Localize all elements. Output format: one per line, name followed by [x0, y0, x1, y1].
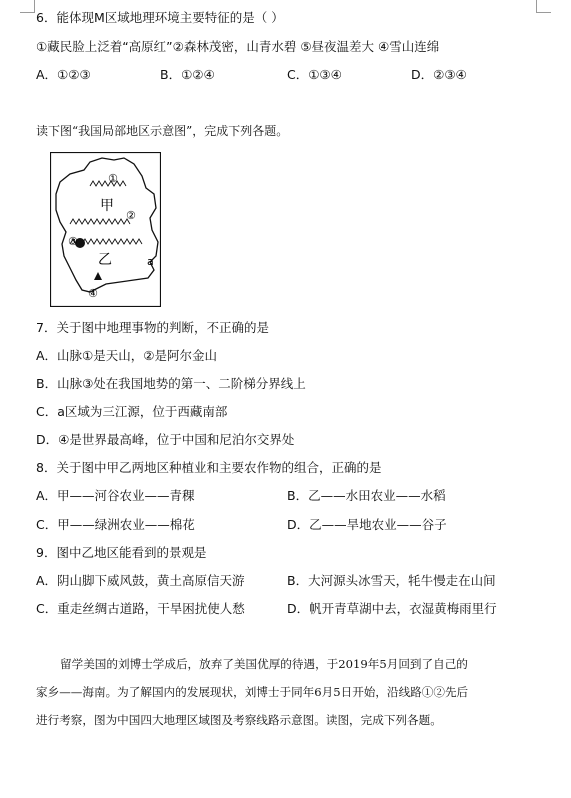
q9-option-a: A．阴山脚下威风鼓，黄土高原信天游: [36, 573, 245, 588]
q8-option-c: C．甲——绿洲农业——棉花: [36, 517, 195, 532]
page-corner-mark: [536, 0, 551, 13]
q8-option-a: A．甲——河谷农业——青稞: [36, 488, 195, 503]
q6-stem: 6．能体现M区域地理环境主要特征的是（ ）: [36, 10, 284, 25]
q6-option-c: C．①③④: [287, 67, 342, 82]
map-label-a: a: [147, 255, 154, 268]
q7-option-b: B．山脉③处在我国地势的第一、二阶梯分界线上: [36, 376, 306, 391]
q9-option-c: C．重走丝绸古道路，干旱困扰使人愁: [36, 601, 245, 616]
q8-stem: 8．关于图中甲乙两地区种植业和主要农作物的组合，正确的是: [36, 460, 382, 475]
q8-option-d: D．乙——旱地农业——谷子: [287, 517, 447, 532]
q6-option-d: D．②③④: [411, 67, 467, 82]
q6-option-b: B．①②④: [160, 67, 215, 82]
map-mark-1: ①: [108, 172, 118, 185]
q7-option-d: D．④是世界最高峰，位于中国和尼泊尔交界处: [36, 432, 295, 447]
map-label-jia: 甲: [100, 198, 114, 214]
q7-stem: 7．关于图中地理事物的判断，不正确的是: [36, 320, 269, 335]
q9-option-b: B．大河源头冰雪天，牦牛慢走在山间: [287, 573, 496, 588]
q6-items: ①藏民脸上泛着“高原红”②森林茂密，山青水碧 ⑤昼夜温差大 ④雪山连绵: [36, 39, 440, 54]
passage-line-3: 进行考察，图为中国四大地理区域图及考察线路示意图。读图，完成下列各题。: [36, 713, 442, 727]
page-corner-mark: [20, 0, 35, 13]
passage-line-2: 家乡——海南。为了解国内的发展现状，刘博士于同年6月5日开始，沿线路①②先后: [36, 685, 469, 699]
q8-option-b: B．乙——水田农业——水稻: [287, 488, 446, 503]
q7-option-a: A．山脉①是天山，②是阿尔金山: [36, 348, 217, 363]
regional-map-figure: [50, 152, 161, 307]
q9-stem: 9．图中乙地区能看到的景观是: [36, 545, 207, 560]
q9-option-d: D．帆开青草湖中去，衣湿黄梅雨里行: [287, 601, 497, 616]
map-label-yi: 乙: [98, 252, 112, 268]
map-mark-3: ③: [68, 235, 78, 248]
passage: [36, 650, 536, 734]
map-intro: 读下图“我国局部地区示意图”，完成下列各题。: [36, 124, 289, 138]
passage-line-1: 留学美国的刘博士学成后，放弃了美国优厚的待遇，于2019年5月回到了自己的: [60, 657, 468, 671]
map-mark-2: ②: [126, 209, 136, 222]
q6-option-a: A．①②③: [36, 67, 91, 82]
q7-option-c: C．a区域为三江源，位于西藏南部: [36, 404, 228, 419]
map-mark-4: ④: [88, 287, 98, 300]
